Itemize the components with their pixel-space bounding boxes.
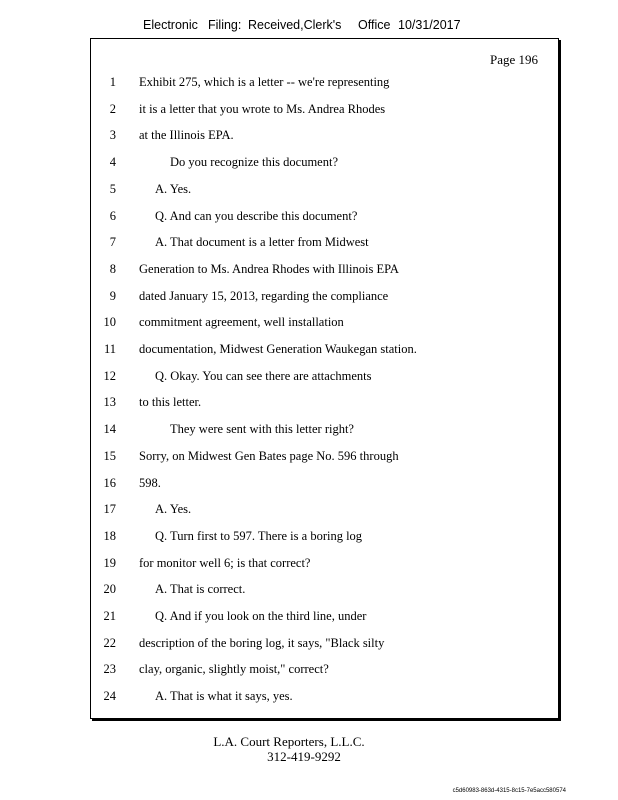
line-number: 17 — [103, 502, 116, 517]
transcript-line — [91, 262, 558, 278]
line-text: it is a letter that you wrote to Ms. Andrea Rhodes — [139, 101, 386, 116]
line-number: 1 — [109, 75, 116, 89]
line-text: dated January 15, 2013, regarding the compliance — [139, 288, 389, 303]
line-text: A. Yes. — [155, 502, 192, 517]
transcript-page — [90, 38, 559, 719]
transcript-line — [91, 529, 558, 545]
line-text: A. That document is a letter from Midwest — [155, 235, 369, 250]
line-text: Q. Turn first to 597. There is a boring log — [155, 528, 363, 543]
filing-header — [0, 18, 618, 36]
line-text: at the Illinois EPA. — [139, 128, 234, 143]
line-number: 10 — [103, 315, 116, 330]
line-text: Q. And if you look on the third line, under — [155, 609, 367, 623]
line-number: 7 — [109, 235, 116, 250]
footer-company: L.A. Court Reporters, L.L.C. — [213, 734, 365, 749]
line-text: description of the boring log, it says, "Black silty — [139, 635, 385, 650]
line-number: 12 — [103, 368, 116, 383]
transcript-line — [91, 235, 558, 251]
transcript-line — [91, 369, 558, 385]
line-text: to this letter. — [139, 395, 202, 410]
transcript-line — [91, 582, 558, 598]
transcript-line — [91, 395, 558, 411]
transcript-line — [91, 155, 558, 171]
line-text: A. That is what it says, yes. — [155, 689, 293, 704]
line-number: 18 — [103, 528, 116, 543]
line-text: commitment agreement, well installation — [139, 315, 344, 330]
transcript-line — [91, 209, 558, 225]
transcript-line — [91, 102, 558, 118]
transcript-line — [91, 636, 558, 652]
line-text: A. Yes. — [155, 181, 192, 196]
line-number: 6 — [109, 208, 116, 223]
line-text: Q. And can you describe this document? — [155, 208, 358, 223]
line-number: 3 — [109, 128, 116, 143]
transcript-line — [91, 289, 558, 305]
transcript-line — [91, 476, 558, 492]
footer-phone: 312-419-9292 — [267, 749, 341, 764]
line-number: 15 — [103, 448, 116, 463]
header-filing: Filing: — [208, 18, 242, 32]
line-text: Q. Okay. You can see there are attachments — [155, 368, 372, 383]
transcript-line — [91, 662, 558, 678]
line-number: 9 — [109, 288, 116, 303]
line-number: 4 — [109, 155, 116, 170]
line-text: A. That is correct. — [155, 582, 246, 597]
line-number: 22 — [103, 635, 116, 650]
line-number: 24 — [103, 689, 116, 704]
header-date: 10/31/2017 — [398, 18, 461, 32]
line-number: 16 — [103, 475, 116, 490]
header-office: Office — [358, 18, 391, 32]
line-text: Generation to Ms. Andrea Rhodes with Illinois EPA — [139, 261, 399, 276]
header-received: Received,Clerk's — [248, 18, 342, 32]
line-text: 598. — [139, 475, 161, 490]
transcript-line — [91, 342, 558, 358]
line-number: 2 — [109, 101, 116, 116]
line-text: for monitor well 6; is that correct? — [139, 555, 311, 570]
line-number: 21 — [103, 609, 116, 623]
transcript-line — [91, 502, 558, 518]
line-text: Do you recognize this document? — [170, 155, 339, 170]
line-number: 14 — [103, 422, 116, 437]
line-number: 8 — [109, 261, 116, 276]
line-number: 20 — [103, 582, 116, 597]
header-electronic: Electronic — [143, 18, 198, 32]
line-number: 5 — [109, 181, 116, 196]
transcript-line — [91, 556, 558, 572]
line-text: They were sent with this letter right? — [170, 422, 354, 437]
transcript-line — [91, 182, 558, 198]
transcript-line — [91, 422, 558, 438]
line-number: 19 — [103, 555, 116, 570]
document-hash: c5d60983-863d-4315-8c15-7e5acc580574 — [452, 788, 566, 794]
transcript-line — [91, 128, 558, 144]
line-text: clay, organic, slightly moist," correct? — [139, 662, 329, 677]
line-number: 23 — [103, 662, 116, 677]
line-number: 11 — [103, 342, 116, 356]
line-text: Sorry, on Midwest Gen Bates page No. 596 through — [139, 448, 399, 463]
line-number: 13 — [103, 395, 116, 410]
page-number: Page 196 — [489, 52, 538, 67]
line-text: Exhibit 275, which is a letter -- we're representing — [139, 75, 390, 89]
transcript-line — [91, 689, 558, 705]
line-text: documentation, Midwest Generation Waukegan station. — [139, 342, 417, 356]
transcript-line — [91, 449, 558, 465]
transcript-line — [91, 315, 558, 331]
transcript-line — [91, 75, 558, 91]
transcript-line — [91, 609, 558, 625]
